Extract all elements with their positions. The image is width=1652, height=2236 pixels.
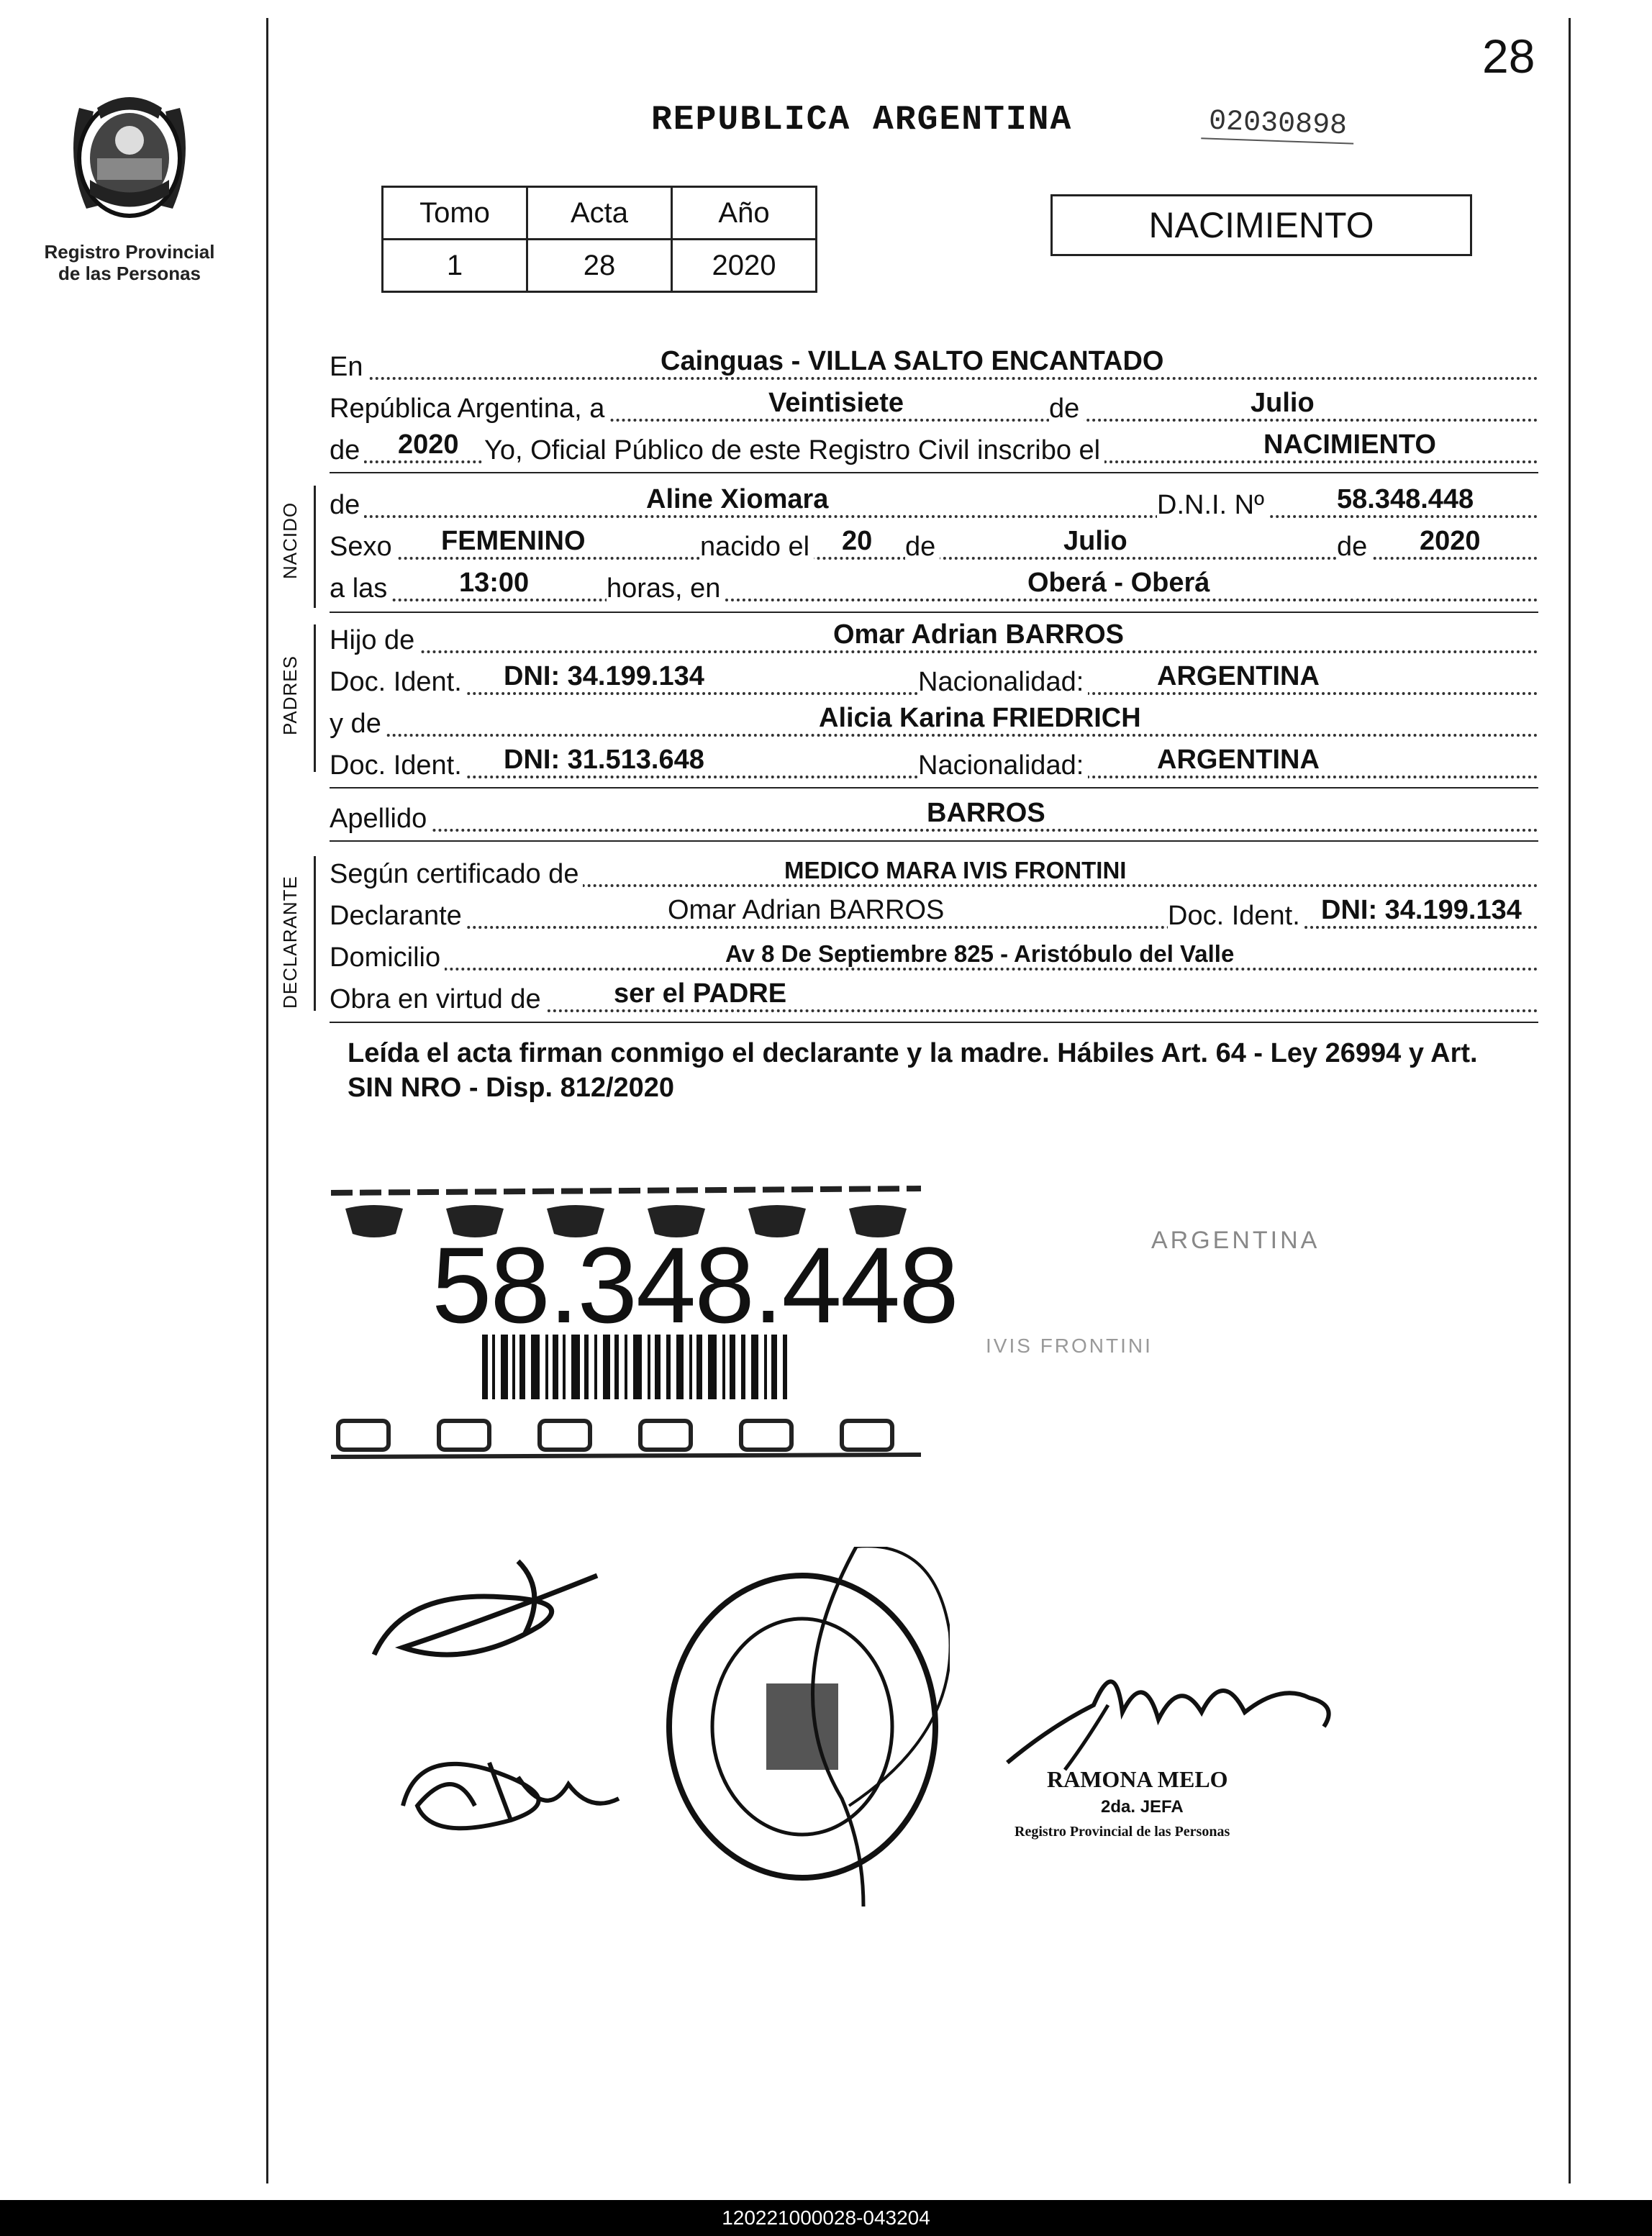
doc-ident-label: Doc. Ident. <box>330 750 466 781</box>
en-label: En <box>330 352 367 383</box>
lugar-nacimiento-value: Oberá - Oberá <box>1027 568 1210 598</box>
officer-office: Registro Provincial de las Personas <box>1015 1824 1230 1840</box>
de-label: de <box>1049 394 1084 424</box>
document-title: REPUBLICA ARGENTINA <box>651 101 1073 140</box>
leida-acta-text: Leída el acta firman conmigo el declarante y la madre. Hábiles Art. 64 - Ley 26994 y Art. SIN NRO - Disp. 812/2020 <box>348 1038 1478 1103</box>
hijo-de-label: Hijo de <box>330 625 419 656</box>
declarante-section-label: DECLARANTE <box>279 876 301 1009</box>
registro-round-stamp-icon <box>648 1547 950 1906</box>
line-apellido <box>330 797 1538 837</box>
line-sexo <box>330 525 1538 565</box>
sexo-value: FEMENINO <box>441 526 586 556</box>
dni-value: 58.348.448 <box>1337 484 1474 514</box>
padre-nacionalidad-value: ARGENTINA <box>1157 661 1320 691</box>
section-divider <box>330 472 1538 473</box>
footer-code: 120221000028-043204 <box>0 2200 1652 2236</box>
padres-side-bar <box>314 624 316 772</box>
acta-header: Acta <box>527 187 672 240</box>
segun-certificado-label: Según certificado de <box>330 859 583 890</box>
certificado-value: MEDICO MARA IVIS FRONTINI <box>784 857 1127 883</box>
tomo-acta-table <box>381 186 817 293</box>
officer-name: RAMONA MELO <box>1047 1766 1228 1792</box>
line-hora <box>330 567 1538 607</box>
registry-logo <box>43 79 216 284</box>
mes-registro-value: Julio <box>1251 388 1315 418</box>
anio-header: Año <box>672 187 817 240</box>
doc-ident-label: Doc. Ident. <box>330 667 466 698</box>
inscribo-value: NACIMIENTO <box>1263 430 1436 460</box>
apellido-label: Apellido <box>330 804 431 835</box>
declarante-label: Declarante <box>330 901 466 932</box>
signature-1-icon <box>360 1547 648 1683</box>
declarante-side-bar <box>314 856 316 1011</box>
hora-value: 13:00 <box>459 568 530 598</box>
right-border-line <box>1569 18 1571 2183</box>
line-certificado <box>330 853 1538 893</box>
signature-2-icon <box>389 1719 648 1842</box>
sexo-label: Sexo <box>330 532 396 563</box>
de2-label: de <box>330 435 364 466</box>
mes-nacimiento-value: Julio <box>1063 526 1127 556</box>
ghost-ivis-text: IVIS FRONTINI <box>986 1335 1153 1357</box>
serial-number-stamp: 02030898 <box>1201 105 1355 144</box>
nacionalidad-label: Nacionalidad: <box>918 750 1088 781</box>
line-anio <box>330 429 1538 469</box>
dotted-line <box>330 650 1538 653</box>
tomo-value: 1 <box>383 240 527 292</box>
nacido-el-label: nacido el <box>700 532 814 563</box>
acta-value: 28 <box>527 240 672 292</box>
obra-value: ser el PADRE <box>614 978 787 1009</box>
padres-section-label: PADRES <box>279 655 301 735</box>
line-obra <box>330 978 1538 1018</box>
dotted-line <box>330 734 1538 737</box>
padre-doc-value: DNI: 34.199.134 <box>504 661 704 691</box>
a-las-label: a las <box>330 573 391 604</box>
nombre-value: Aline Xiomara <box>646 484 829 514</box>
line-en <box>330 345 1538 386</box>
madre-nombre-value: Alicia Karina FRIEDRICH <box>819 703 1141 733</box>
horas-en-label: horas, en <box>607 573 725 604</box>
officer-role: 2da. JEFA <box>1101 1797 1184 1817</box>
line-republica <box>330 387 1538 427</box>
page-number: 28 <box>1482 29 1535 83</box>
domicilio-value: Av 8 De Septiembre 825 - Aristóbulo del Valle <box>725 940 1235 967</box>
logo-caption-line2: de las Personas <box>58 263 201 284</box>
line-domicilio <box>330 936 1538 976</box>
section-divider <box>330 612 1538 613</box>
apellido-value: BARROS <box>927 798 1045 828</box>
madre-doc-value: DNI: 31.513.648 <box>504 745 704 775</box>
section-divider <box>330 1022 1538 1023</box>
madre-nacionalidad-value: ARGENTINA <box>1157 745 1320 775</box>
lugar-registro-value: Cainguas - VILLA SALTO ENCANTADO <box>661 346 1164 376</box>
dotted-line <box>330 829 1538 832</box>
obra-en-virtud-label: Obra en virtud de <box>330 984 545 1015</box>
logo-caption-line1: Registro Provincial <box>44 241 215 263</box>
de-label: de <box>1337 532 1371 563</box>
dia-nacimiento-value: 20 <box>842 526 873 556</box>
acta-type-box: NACIMIENTO <box>1050 194 1472 256</box>
section-divider <box>330 787 1538 788</box>
y-de-label: y de <box>330 709 386 740</box>
nacido-section-label: NACIDO <box>279 501 301 579</box>
dotted-line <box>330 515 1538 518</box>
padre-nombre-value: Omar Adrian BARROS <box>833 619 1124 650</box>
dia-registro-value: Veintisiete <box>768 388 904 418</box>
dni-label: D.N.I. Nº <box>1157 490 1268 521</box>
anio-nacimiento-value: 2020 <box>1420 526 1481 556</box>
domicilio-label: Domicilio <box>330 942 445 973</box>
dotted-line <box>330 926 1538 929</box>
anio-registro-value: 2020 <box>398 430 459 460</box>
line-madre-doc <box>330 744 1538 784</box>
line-nombre <box>330 483 1538 524</box>
dotted-line <box>330 599 1538 601</box>
line-declarante <box>330 894 1538 935</box>
doc-ident-label: Doc. Ident. <box>1168 901 1304 932</box>
republica-label: República Argentina, a <box>330 394 609 424</box>
declarante-value: Omar Adrian BARROS <box>668 895 945 925</box>
line-padre-doc <box>330 660 1538 701</box>
nacido-side-bar <box>314 486 316 608</box>
dotted-line <box>330 968 1538 971</box>
section-divider <box>330 840 1538 842</box>
yo-oficial-text: Yo, Oficial Público de este Registro Civil inscribo el <box>484 435 1104 466</box>
dotted-line <box>330 377 1538 380</box>
de-label: de <box>330 490 364 521</box>
left-border-line <box>266 18 268 2183</box>
provincia-misiones-seal-icon <box>58 79 201 237</box>
de-label: de <box>905 532 940 563</box>
ghost-nacionalidad-text: ARGENTINA <box>1151 1227 1320 1254</box>
nacionalidad-label: Nacionalidad: <box>918 667 1088 698</box>
line-padre <box>330 619 1538 659</box>
anio-value: 2020 <box>672 240 817 292</box>
dni-sticker-number: 58.348.448 <box>432 1224 958 1345</box>
tomo-header: Tomo <box>383 187 527 240</box>
declarante-doc-value: DNI: 34.199.134 <box>1321 895 1522 925</box>
line-madre <box>330 702 1538 742</box>
